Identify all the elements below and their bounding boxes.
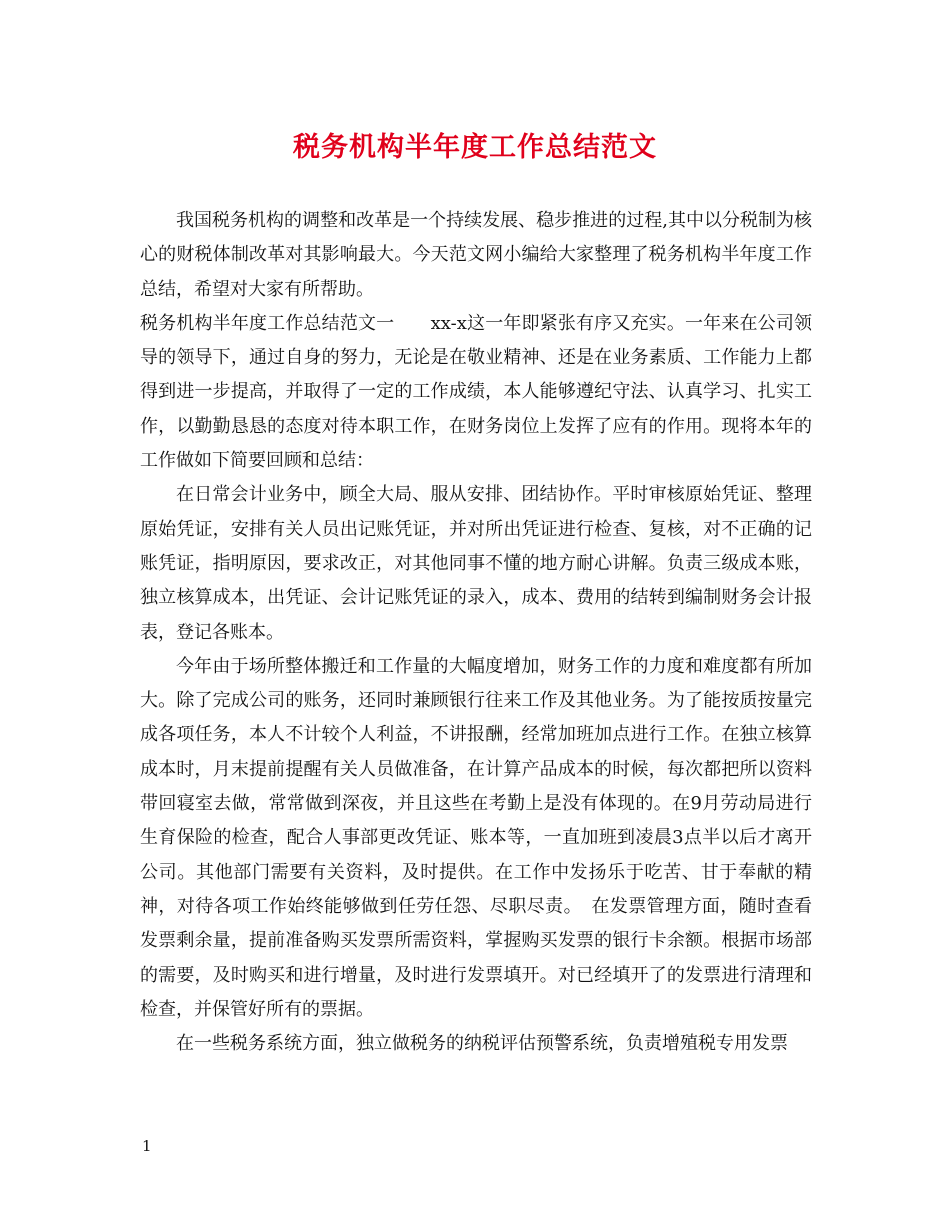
paragraph-intro: 我国税务机构的调整和改革是一个持续发展、稳步推进的过程,其中以分税制为核心的财税体制改革对其影响最大。今天范文网小编给大家整理了税务机构半年度工作总结，希望对大家有所帮助。 (140, 210, 812, 300)
paragraph-section-one: 税务机构半年度工作总结范文一 xx-x这一年即紧张有序又充实。一年来在公司领导的领导下，通过自身的努力，无论是在敬业精神、还是在业务素质、工作能力上都得到进一步提高，并取得了一定的工作成绩，本人能够遵纪守法、认真学习、扎实工作，以勤勤恳恳的态度对待本职工作，在财务岗位上发挥了应有的作用。现将本年的工作做如下简要回顾和总结： (140, 312, 812, 472)
paragraph-workload: 今年由于场所整体搬迁和工作量的大幅度增加，财务工作的力度和难度都有所加大。除了完成公司的账务，还同时兼顾银行往来工作及其他业务。为了能按质按量完成各项任务，本人不计较个人利益，不讲报酬，经常加班加点进行工作。在独立核算成本时，月末提前提醒有关人员做准备，在计算产品成本的时候，每次都把所以资料带回寝室去做，常常做到深夜，并且这些在考勤上是没有体现的。在9月劳动局进行生育保险的检查，配合人事部更改凭证、账本等，一直加班到凌晨3点半以后才离开公司。其他部门需要有关资料，及时提供。在工作中发扬乐于吃苦、甘于奉献的精神，对待各项工作始终能够做到任劳任怨、尽职尽责。 在发票管理方面，随时查看发票剩余量，提前准备购买发票所需资料，掌握购买发票的银行卡余额。根据市场部的需要，及时购买和进行增量，及时进行发票填开。对已经填开了的发票进行清理和检查，并保管好所有的票据。 (140, 655, 812, 1020)
paragraph-tax-system: 在一些税务系统方面，独立做税务的纳税评估预警系统，负责增殖税专用发票 (176, 1033, 788, 1055)
paragraph-daily-accounting: 在日常会计业务中，顾全大局、服从安排、团结协作。平时审核原始凭证、整理原始凭证，安排有关人员出记账凭证，并对所出凭证进行检查、复核，对不正确的记账凭证，指明原因，要求改正，对其他同事不懂的地方耐心讲解。负责三级成本账，独立核算成本，出凭证、会计记账凭证的录入，成本、费用的结转到编制财务会计报表，登记各账本。 (140, 484, 812, 643)
document-title: 税务机构半年度工作总结范文 (293, 132, 657, 163)
document-body (140, 204, 812, 1061)
page-number: 1 (142, 1137, 152, 1155)
